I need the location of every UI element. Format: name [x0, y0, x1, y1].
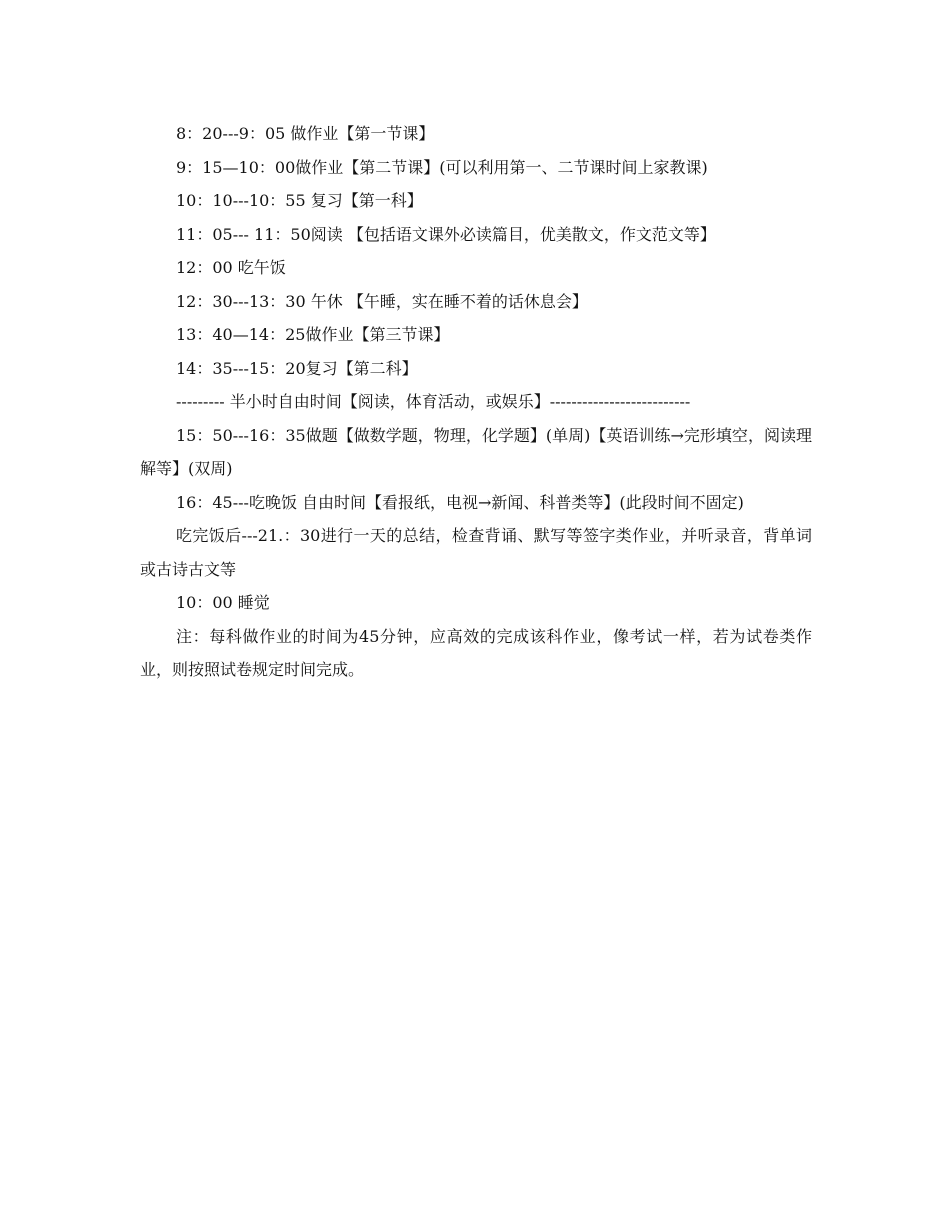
- schedule-line-after-dinner: 吃完饭后---21.：30进行一天的总结，检查背诵、默写等签字类作业，并听录音，背单词或古诗古文等: [140, 526, 812, 579]
- schedule-line-1550: 15：50---16：35做题【做数学题，物理，化学题】(单周)【英语训练→完形填空，阅读理解等】(双周): [140, 425, 812, 478]
- schedule-line-1200: 12：00 吃午饭: [176, 258, 286, 277]
- schedule-line-sleep: 10：00 睡觉: [176, 593, 270, 612]
- schedule-line-0820: 8：20---9：05 做作业【第一节课】: [176, 124, 435, 143]
- schedule-line-1010: 10：10---10：55 复习【第一科】: [176, 191, 423, 210]
- schedule-line-free-time: --------- 半小时自由时间【阅读，体育活动，或娱乐】--------------------------: [176, 392, 691, 411]
- schedule-line-0915: 9：15—10：00做作业【第二节课】(可以利用第一、二节课时间上家教课): [176, 157, 708, 177]
- document-body: [140, 117, 812, 687]
- schedule-line-1340: 13：40—14：25做作业【第三节课】: [176, 325, 450, 344]
- schedule-line-1645: 16：45---吃晚饭 自由时间【看报纸，电视→新闻、科普类等】(此段时间不固定): [176, 492, 744, 512]
- schedule-note: 注：每科做作业的时间为45分钟，应高效的完成该科作业，像考试一样，若为试卷类作业，则按照试卷规定时间完成。: [140, 626, 812, 679]
- schedule-line-1435: 14：35---15：20复习【第二科】: [176, 358, 418, 378]
- schedule-line-1230: 12：30---13：30 午休 【午睡，实在睡不着的话休息会】: [176, 291, 588, 311]
- schedule-line-1105: 11：05--- 11：50阅读 【包括语文课外必读篇目，优美散文，作文范文等】: [176, 224, 716, 244]
